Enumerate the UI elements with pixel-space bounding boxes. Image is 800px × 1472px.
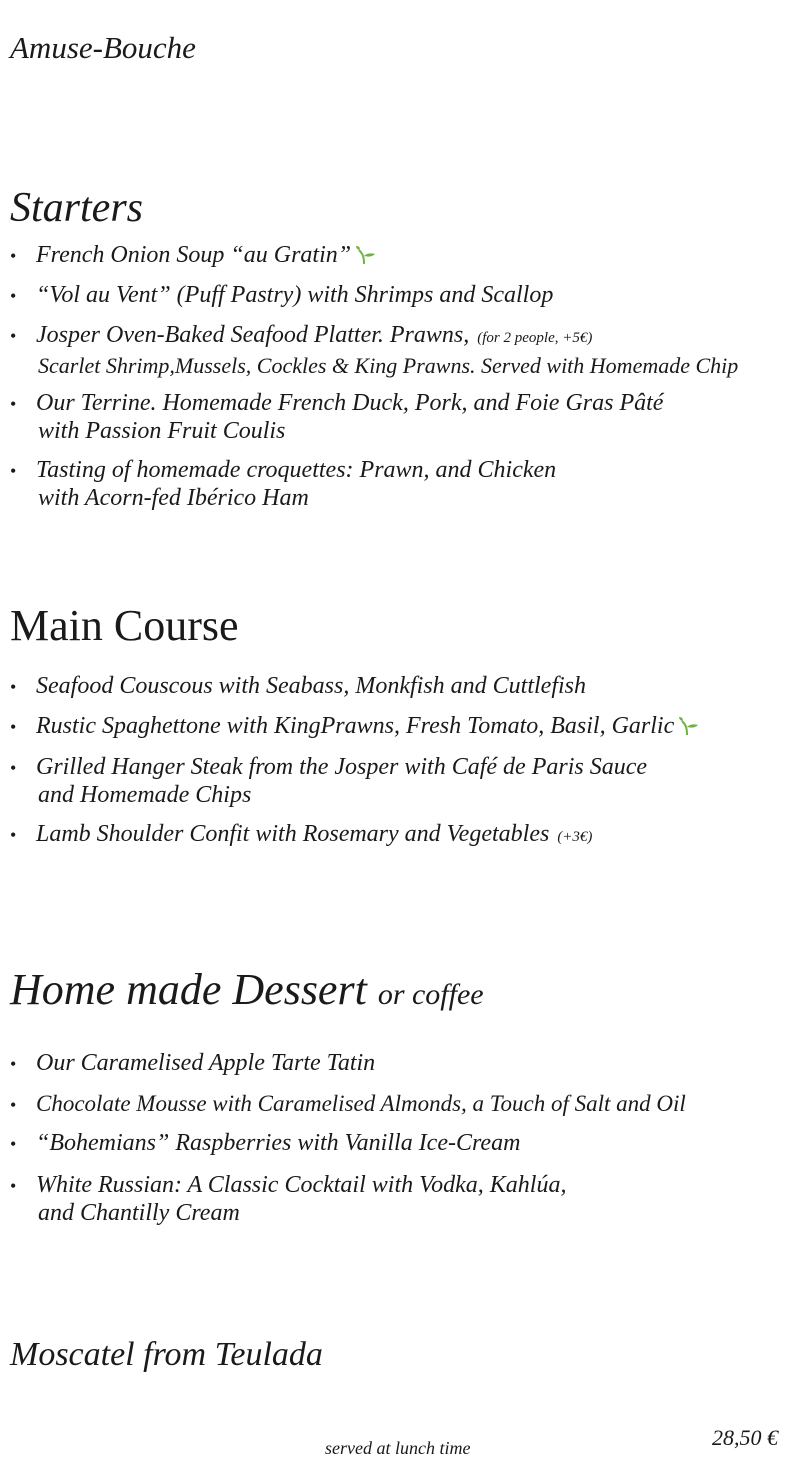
main-course-heading: Main Course [10, 601, 239, 650]
dessert-item: • White Russian: A Classic Cocktail with Vodka, Kahlúa, and Chantilly Cream [10, 1172, 567, 1226]
dessert-heading: Home made Dessert or coffee [10, 965, 484, 1014]
price-note: (+3€) [557, 829, 593, 845]
main-item: • Lamb Shoulder Confit with Rosemary and Vegetables (+3€) [10, 821, 593, 847]
starter-item: • Josper Oven-Baked Seafood Platter. Prawns, (for 2 people, +5€) Scarlet Shrimp,Mussels, Cockles & King Prawns. Served with Homemade Chip [10, 322, 739, 378]
dessert-item: • Chocolate Mousse with Caramelised Almonds, a Touch of Salt and Oil [10, 1091, 686, 1116]
menu-price: 28,50 € [712, 1425, 778, 1450]
starter-item: • Tasting of homemade croquettes: Prawn, and Chicken with Acorn-fed Ibérico Ham [10, 457, 557, 511]
dessert-item: • “Bohemians” Raspberries with Vanilla Ice-Cream [10, 1130, 521, 1156]
served-note: served at lunch time [325, 1438, 471, 1458]
moscatel-heading: Moscatel from Teulada [10, 1336, 323, 1373]
starter-item: • French Onion Soup “au Gratin” [10, 242, 377, 270]
dessert-item: • Our Caramelised Apple Tarte Tatin [10, 1050, 376, 1076]
sprout-icon [678, 716, 700, 736]
amuse-bouche-heading: Amuse-Bouche [10, 30, 196, 65]
starter-item: • Our Terrine. Homemade French Duck, Pork, and Foie Gras Pâté with Passion Fruit Coulis [10, 390, 664, 444]
price-note: (for 2 people, +5€) [477, 330, 593, 346]
main-item: • Rustic Spaghettone with KingPrawns, Fresh Tomato, Basil, Garlic [10, 713, 700, 741]
starters-heading: Starters [10, 185, 144, 231]
main-item: • Grilled Hanger Steak from the Josper with Café de Paris Sauce and Homemade Chips [10, 754, 648, 808]
starter-item: • “Vol au Vent” (Puff Pastry) with Shrimps and Scallop [10, 282, 554, 308]
sprout-icon [355, 245, 377, 265]
main-item: • Seafood Couscous with Seabass, Monkfish and Cuttlefish [10, 673, 586, 699]
